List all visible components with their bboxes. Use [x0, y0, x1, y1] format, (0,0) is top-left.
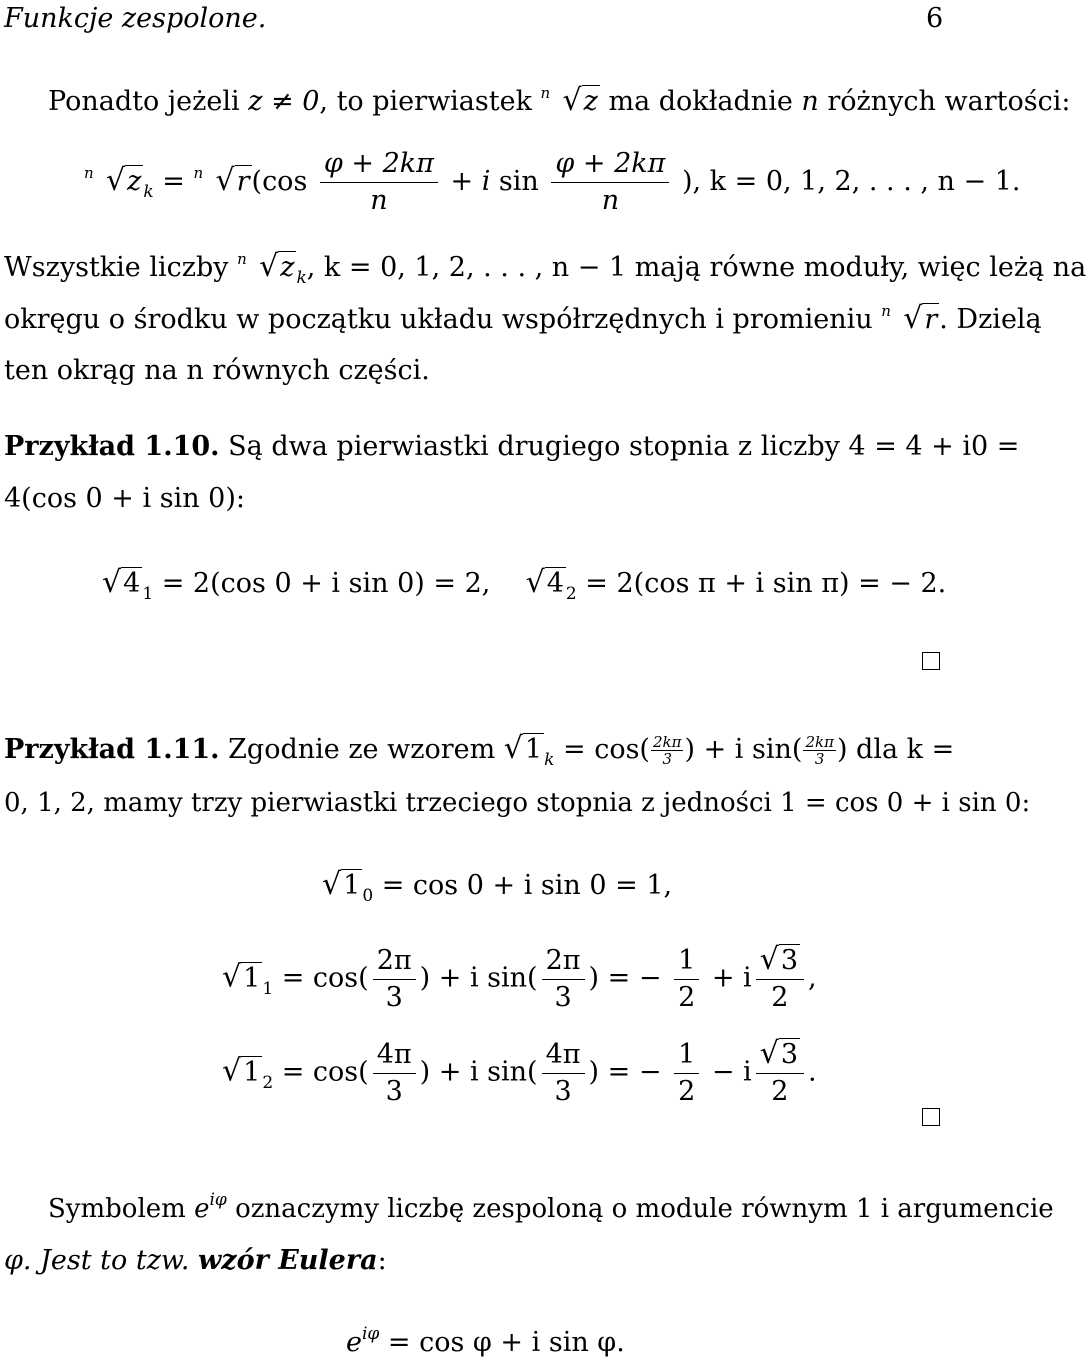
euler-paragraph-line2: φ. Jest to tzw. wzór Eulera: [4, 1245, 387, 1276]
running-header-title: Funkcje zespolone. [4, 3, 267, 34]
paragraph-roots-line1: Wszystkie liczby n √z $_k$, k = 0, 1, 2, . . . , n − 1 mają równe moduły, więc leżą na [4, 249, 1086, 288]
fraction-phi-cos: $\frac{\varphi + 2k\pi}{n}$ [320, 146, 438, 219]
example-1-10-line1: Przykład 1.10. Są dwa pierwiastki drugiego stopnia z liczby 4 = 4 + i0 = [4, 431, 1020, 462]
euler-formula: $e^{i\varphi} = \cos \varphi + i$ sin φ. [346, 1324, 625, 1358]
qed-square [922, 652, 940, 670]
example-1-11-line2: 0, 1, 2, mamy trzy pierwiastki trzeciego stopnia z jedności 1 = cos 0 + i sin 0: [4, 788, 1031, 818]
qed-square [922, 1108, 940, 1126]
example-1-10-label: Przykład 1.10. [4, 431, 220, 462]
paragraph-roots-line3: ten okrąg na n równych części. [4, 355, 430, 386]
example-1-11-line1: Przykład 1.11. Zgodnie ze wzorem √1 $_k$ = cos( $\frac{2k\pi}{3}$ ) + i sin( $\frac{2k\pi}{3}$ ) dla k = [4, 731, 955, 770]
paragraph-root-values: Ponadto jeżeli z ≠ 0, to pierwiastek n √z ma dokładnie n różnych wartości: [48, 83, 1071, 118]
equation-root-2: √1 $_2$ = cos( $\frac{4\pi}{3}$ ) + i sin( $\frac{4\pi}{3}$ ) = − $\frac{1}{2}$ − i $\frac{√3}{2}$ . [222, 1036, 817, 1107]
fraction-phi-sin: $\frac{\varphi + 2k\pi}{n}$ [551, 146, 669, 219]
nth-root-z: n √z [540, 83, 598, 118]
example-1-10-equation: √4 $_1$ = 2(cos 0 + i sin 0) = 2, √4 $_2$ = 2(cos π + i sin π) = − 2. [102, 565, 947, 604]
page-number: 6 [926, 3, 944, 34]
example-1-11-label: Przykład 1.11. [4, 734, 220, 765]
equation-root-0: √1 $_0$ = cos 0 + i sin 0 = 1, [322, 867, 673, 906]
paragraph-roots-line2: okręgu o środku w początku układu współrzędnych i promieniu n √r. Dzielą [4, 301, 1042, 336]
euler-paragraph-line1: Symbolem $e^{i\varphi}$ oznaczymy liczbę zespoloną o module równym 1 i argumencie [48, 1190, 1054, 1224]
euler-formula-name: wzór Eulera [198, 1245, 378, 1276]
equation-nth-roots: n √z $_k$ = n √r(cos $\frac{\varphi + 2k\pi}{n}$ + i sin $\frac{\varphi + 2k\pi}{n}$ ), k = 0, 1, 2, . . . , n − 1. [84, 146, 1020, 219]
example-1-10-line2: 4(cos 0 + i sin 0): [4, 483, 245, 514]
equation-root-1: √1 $_1$ = cos( $\frac{2\pi}{3}$ ) + i sin( $\frac{2\pi}{3}$ ) = − $\frac{1}{2}$ + i $\frac{√3}{2}$ , [222, 942, 817, 1013]
